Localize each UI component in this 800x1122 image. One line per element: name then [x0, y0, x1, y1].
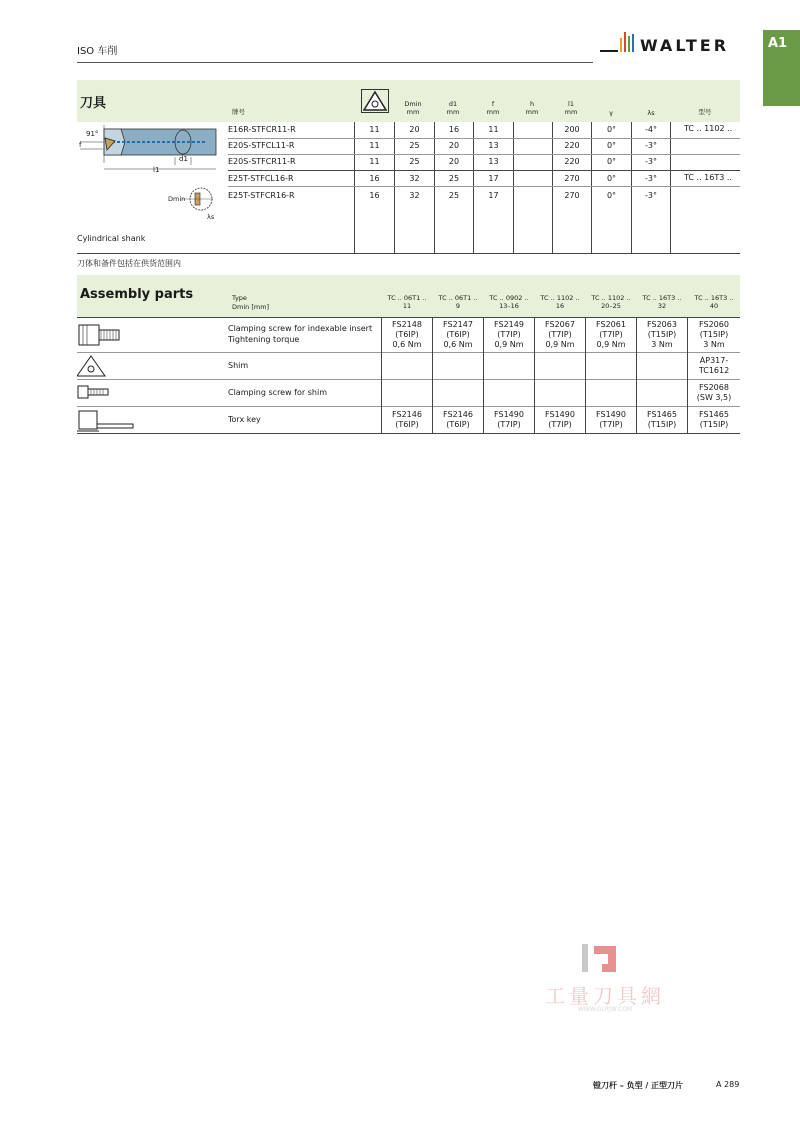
part-cell — [688, 356, 740, 376]
assembly-type-label: Type — [232, 294, 247, 302]
col-f — [480, 100, 506, 116]
designation-cell: E25T-STFCR16-R — [228, 191, 295, 200]
grid-line — [670, 122, 671, 253]
table-bottom-rule — [77, 253, 740, 254]
part-spec: TC1612 — [698, 366, 730, 375]
torx-key-icon — [77, 409, 137, 433]
part-cell — [382, 320, 432, 350]
d1-cell: 20 — [448, 157, 460, 166]
col-l1-label: l1 — [568, 100, 574, 108]
part-number: FS2063 — [647, 320, 677, 329]
designation-cell: E25T-STFCL16-R — [228, 174, 294, 183]
part-cell — [433, 320, 483, 350]
lambda-cell: -3° — [645, 174, 657, 183]
part-cell — [433, 410, 483, 430]
assembly-col-dmin: 13–16 — [499, 302, 519, 310]
lambda-cell: -3° — [645, 141, 657, 150]
angle-label: 91° — [86, 130, 99, 138]
insert-size-cell: 16 — [369, 191, 380, 200]
insert-size-cell: 11 — [369, 141, 380, 150]
col-dmin-unit: mm — [406, 108, 420, 116]
gamma-cell: 0° — [606, 157, 617, 166]
part-torque: 3 Nm — [703, 340, 725, 349]
part-torque: 0,9 Nm — [596, 340, 626, 349]
dmin-cell: 25 — [409, 157, 420, 166]
part-torque: 3 Nm — [651, 340, 673, 349]
part-cell — [586, 320, 636, 350]
part-spec: (T15IP) — [699, 330, 729, 339]
part-cell — [535, 320, 585, 350]
part-cell — [484, 320, 534, 350]
f-cell: 17 — [488, 191, 499, 200]
watermark-logo-icon — [580, 942, 620, 976]
part-spec: (T7IP) — [599, 330, 623, 339]
col-gamma: γ — [609, 109, 613, 117]
l1-dim-label: l1 — [153, 166, 160, 174]
l1-cell: 220 — [564, 157, 580, 166]
shim-triangle-icon — [77, 355, 107, 377]
col-dmin-label: Dmin — [404, 100, 422, 108]
f-cell: 11 — [488, 125, 499, 134]
assembly-row-sublabel: Tightening torque — [228, 335, 300, 344]
part-number: FS1490 — [494, 410, 524, 419]
dmin-cell: 25 — [409, 141, 420, 150]
assembly-top-rule — [77, 317, 740, 318]
part-spec: (T7IP) — [599, 420, 623, 429]
gamma-cell: 0° — [606, 141, 617, 150]
row-divider — [228, 170, 740, 171]
assembly-bottom-rule — [77, 433, 740, 434]
d1-cell: 25 — [448, 174, 460, 183]
assembly-col-dmin: 16 — [555, 302, 565, 310]
tools-title: 刀具 — [80, 96, 107, 111]
part-number: FS1465 — [699, 410, 729, 419]
part-number: AP317- — [699, 356, 729, 365]
part-spec: (T7IP) — [497, 330, 521, 339]
part-number: FS1465 — [647, 410, 677, 419]
type-cell: TC .. 1102 .. — [684, 124, 733, 133]
boring-bar-drawing — [77, 125, 222, 225]
insert-size-cell: 11 — [369, 125, 380, 134]
assembly-col-type: TC .. 1102 .. — [591, 294, 631, 302]
clamping-screw-icon — [77, 322, 127, 348]
part-torque: 0,9 Nm — [494, 340, 524, 349]
gamma-cell: 0° — [606, 125, 617, 134]
part-spec: (T7IP) — [548, 330, 572, 339]
part-number: FS1490 — [545, 410, 575, 419]
part-spec: (SW 3,5) — [696, 393, 732, 402]
assembly-col-header — [688, 294, 740, 310]
assembly-col-type: TC .. 1102 .. — [540, 294, 580, 302]
assembly-col-dmin: 20–25 — [601, 302, 621, 310]
designation-cell: E16R-STFCR11-R — [228, 125, 296, 134]
row-divider — [228, 186, 740, 187]
lambda-cell: -3° — [645, 191, 657, 200]
section-tab[interactable]: A1 — [763, 30, 800, 106]
part-cell — [586, 410, 636, 430]
assembly-dmin-label: Dmin [mm] — [232, 303, 270, 311]
col-l1-unit: mm — [564, 108, 578, 116]
shim-screw-icon — [77, 385, 111, 399]
f-cell: 13 — [488, 157, 499, 166]
part-torque: 0,6 Nm — [392, 340, 422, 349]
d1-dim-label: d1 — [179, 155, 188, 163]
part-spec: (T15IP) — [647, 420, 677, 429]
part-cell — [688, 383, 740, 403]
page-header-title: ISO 车削 — [77, 46, 118, 57]
part-number: FS1490 — [596, 410, 626, 419]
assembly-col-type: TC .. 16T3 .. — [694, 294, 734, 302]
assembly-col-type: TC .. 16T3 .. — [642, 294, 682, 302]
lambda-dim-label: λs — [207, 213, 215, 221]
l1-cell: 220 — [564, 141, 580, 150]
page-number: A 289 — [716, 1080, 740, 1089]
designation-cell: E20S-STFCR11-R — [228, 157, 296, 166]
assembly-col-dmin: 9 — [455, 302, 461, 310]
assembly-col-type: TC .. 06T1 .. — [387, 294, 427, 302]
d1-cell: 20 — [448, 141, 460, 150]
watermark-text: 工量刀具網 — [545, 984, 665, 1008]
part-spec: (T15IP) — [647, 330, 677, 339]
footer-title: 镗刀杆 – 负型 / 正型刀片 — [593, 1081, 684, 1090]
assembly-row-label: Shim — [228, 361, 249, 370]
assembly-row-label: Clamping screw for shim — [228, 388, 327, 397]
col-type: 型号 — [698, 108, 712, 116]
part-number: FS2067 — [545, 320, 575, 329]
assembly-row-label: Torx key — [228, 415, 261, 424]
part-number: FS2061 — [596, 320, 626, 329]
col-f-unit: mm — [486, 108, 500, 116]
assembly-col-header — [484, 294, 534, 310]
f-cell: 13 — [488, 141, 499, 150]
col-h-unit: mm — [525, 108, 539, 116]
dmin-dim-label: Dmin — [168, 195, 186, 203]
assembly-col-type: TC .. 0902 .. — [489, 294, 529, 302]
watermark — [530, 940, 680, 1020]
part-cell — [688, 410, 740, 430]
insert-triangle-icon — [361, 89, 389, 113]
part-cell — [535, 410, 585, 430]
type-cell: TC .. 16T3 .. — [684, 173, 732, 182]
lambda-cell: -3° — [645, 157, 657, 166]
dmin-cell: 32 — [409, 191, 420, 200]
shank-caption: Cylindrical shank — [77, 234, 146, 243]
col-dmin — [400, 100, 426, 116]
part-cell — [637, 320, 687, 350]
watermark-url: WWW.GLRJW.COM — [577, 1006, 633, 1013]
part-number: FS2146 — [392, 410, 422, 419]
l1-cell: 200 — [564, 125, 580, 134]
walter-logo — [600, 30, 740, 58]
lambda-cell: -4° — [645, 125, 657, 134]
part-torque: 0,9 Nm — [545, 340, 575, 349]
part-cell — [382, 410, 432, 430]
designation-cell: E20S-STFCL11-R — [228, 141, 295, 150]
part-cell — [484, 410, 534, 430]
assembly-col-header — [637, 294, 687, 310]
dmin-cell: 32 — [409, 174, 420, 183]
part-spec: (T6IP) — [395, 330, 419, 339]
header-rule — [77, 62, 593, 63]
row-divider — [77, 406, 740, 407]
part-cell — [637, 410, 687, 430]
part-cell — [688, 320, 740, 350]
d1-cell: 16 — [448, 125, 460, 134]
part-spec: (T6IP) — [446, 420, 470, 429]
insert-size-cell: 11 — [369, 157, 380, 166]
assembly-col-dmin: 11 — [402, 302, 412, 310]
part-number: FS2148 — [392, 320, 422, 329]
row-divider — [228, 138, 740, 139]
col-f-label: f — [491, 100, 495, 108]
gamma-cell: 0° — [606, 191, 617, 200]
scope-note: 刀体和备件包括在供货范围内 — [77, 259, 181, 268]
dmin-cell: 20 — [409, 125, 420, 134]
logo-bars-icon — [600, 30, 640, 58]
assembly-col-dmin: 40 — [709, 302, 719, 310]
col-lambda: λs — [647, 109, 655, 117]
col-h — [519, 100, 545, 116]
part-number: FS2147 — [443, 320, 473, 329]
assembly-col-header — [535, 294, 585, 310]
f-dim-label: f — [79, 141, 82, 149]
brand-name: WALTER — [640, 36, 730, 55]
insert-size-cell: 16 — [369, 174, 380, 183]
part-spec: (T7IP) — [548, 420, 572, 429]
col-d1-label: d1 — [448, 100, 458, 108]
gamma-cell: 0° — [606, 174, 617, 183]
d1-cell: 25 — [448, 191, 460, 200]
row-divider — [77, 379, 740, 380]
assembly-col-type: TC .. 06T1 .. — [438, 294, 478, 302]
assembly-title: Assembly parts — [80, 287, 194, 302]
col-l1 — [558, 100, 584, 116]
col-d1 — [440, 100, 466, 116]
part-number: FS2068 — [699, 383, 729, 392]
part-spec: (T6IP) — [395, 420, 419, 429]
grid-line — [513, 122, 514, 253]
part-number: FS2149 — [494, 320, 524, 329]
assembly-col-dmin: 32 — [657, 302, 667, 310]
row-divider — [77, 352, 740, 353]
col-d1-unit: mm — [446, 108, 460, 116]
assembly-row-label: Clamping screw for indexable insert — [228, 324, 373, 333]
assembly-col-header — [586, 294, 636, 310]
part-number: FS2060 — [699, 320, 729, 329]
l1-cell: 270 — [564, 191, 580, 200]
col-h-label: h — [529, 100, 535, 108]
part-number: FS2146 — [443, 410, 473, 419]
row-divider — [228, 154, 740, 155]
assembly-col-header — [382, 294, 432, 310]
part-spec: (T15IP) — [699, 420, 729, 429]
part-spec: (T7IP) — [497, 420, 521, 429]
f-cell: 17 — [488, 174, 499, 183]
assembly-col-header — [433, 294, 483, 310]
l1-cell: 270 — [564, 174, 580, 183]
part-spec: (T6IP) — [446, 330, 470, 339]
col-designation: 牌号 — [232, 108, 245, 116]
part-torque: 0,6 Nm — [443, 340, 473, 349]
